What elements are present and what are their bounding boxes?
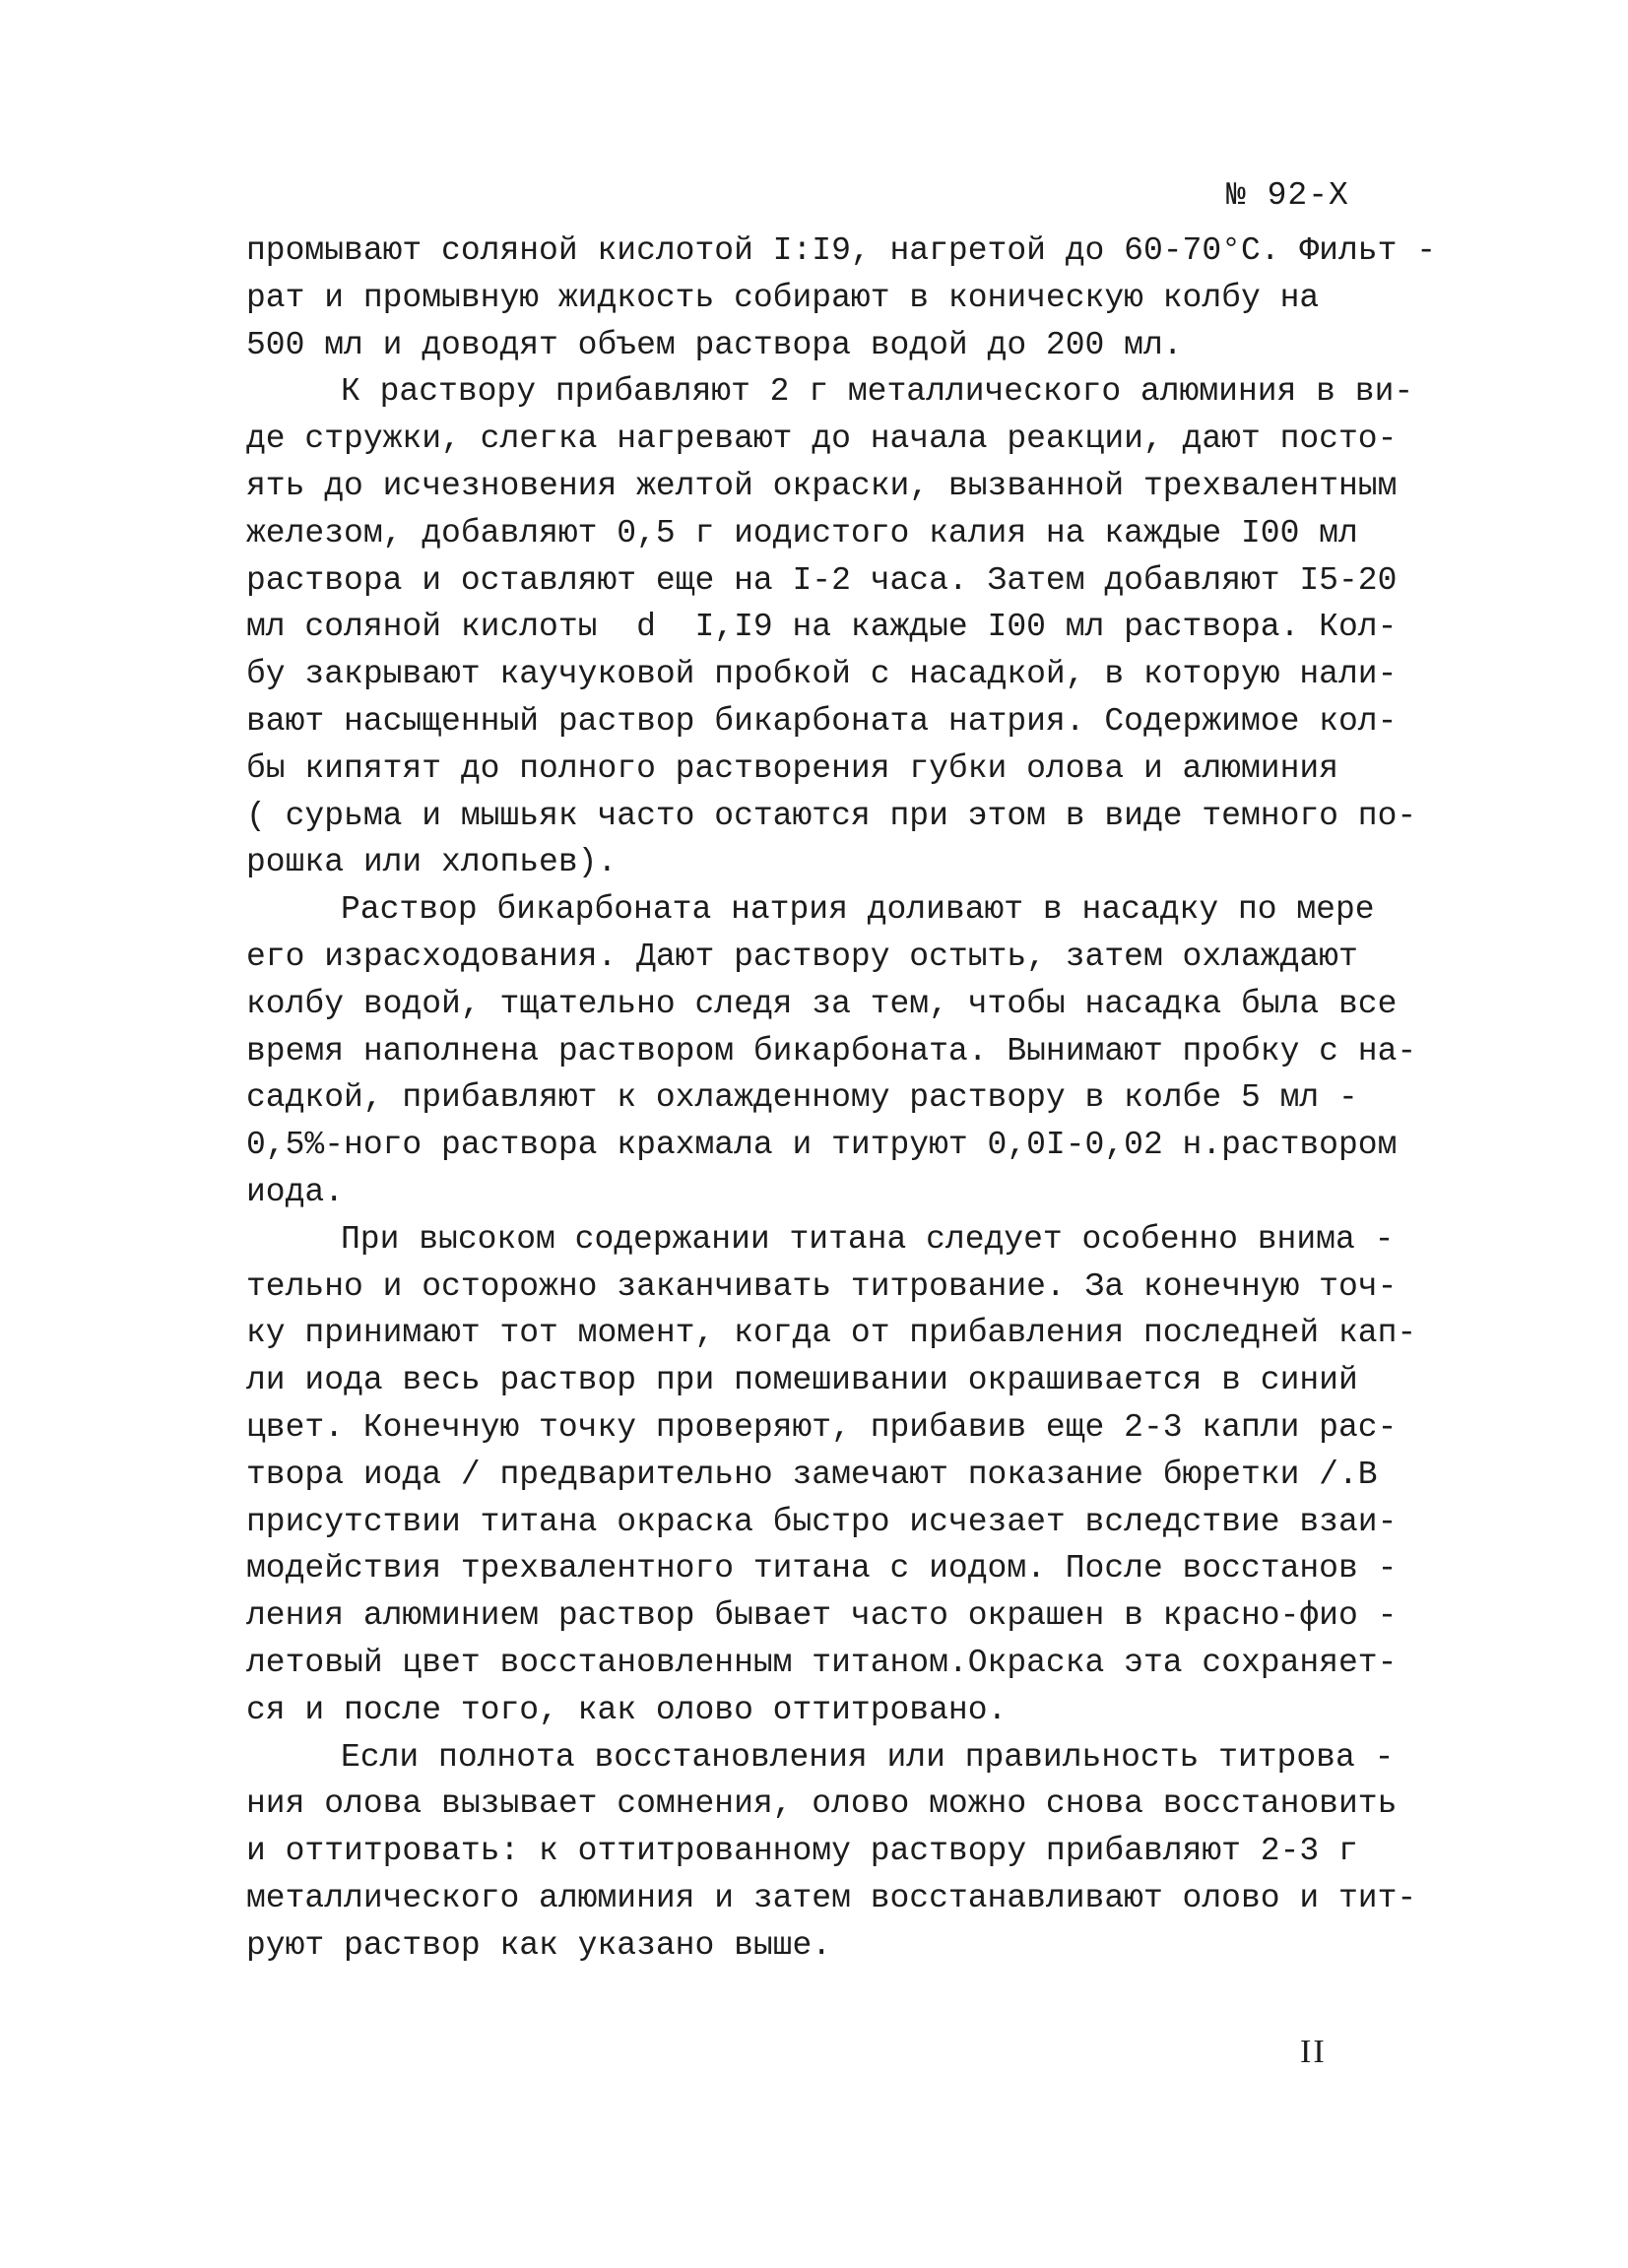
document-number: № 92-Х [1226,177,1349,214]
text-line: цвет. Конечную точку проверяют, прибавив еще 2-3 капли рас- [246,1408,1398,1446]
text-line: При высоком содержании титана следует особенно внима - [341,1220,1395,1258]
text-line: раствора и оставляют еще на I-2 часа. Затем добавляют I5-20 [246,561,1398,599]
text-line: Если полнота восстановления или правильность титрова - [341,1738,1395,1776]
page-number: II [1300,2034,1327,2070]
text-line: иода. [246,1173,345,1210]
text-line: бы кипятят до полного растворения губки олова и алюминия [246,749,1338,787]
text-line: К раствору прибавляют 2 г металлического алюминия в ви- [341,373,1414,411]
text-line: ния олова вызывает сомнения, олово можно снова восстановить [246,1785,1398,1823]
text-line: вают насыщенный раствор бикарбоната натрия. Содержимое кол- [246,702,1398,740]
text-line: ку принимают тот момент, когда от прибавления последней кап- [246,1315,1417,1352]
text-line: ся и после того, как олово оттитровано. [246,1691,1008,1728]
text-line: 0,5%-ного раствора крахмала и титруют 0,0I-0,02 н.раствором [246,1127,1398,1164]
text-line: присутствии титана окраска быстро исчезает вследствие взаи- [246,1503,1398,1540]
text-line: мл соляной кислоты d I,I9 на каждые I00 мл раствора. Кол- [246,609,1398,646]
text-line: бу закрывают каучуковой пробкой с насадкой, в которую нали- [246,656,1398,693]
text-line: его израсходования. Дают раствору остыть, затем охлаждают [246,938,1358,975]
text-line: Раствор бикарбоната натрия доливают в насадку по мере [341,891,1375,929]
text-line: ления алюминием раствор бывает часто окрашен в красно-фио - [246,1597,1398,1635]
text-line: и оттитровать: к оттитрованному раствору прибавляют 2-3 г [246,1833,1358,1870]
text-line: 500 мл и доводят объем раствора водой до 200 мл. [246,326,1183,363]
text-line: де стружки, слегка нагревают до начала реакции, дают посто- [246,421,1398,458]
text-line: рат и промывную жидкость собирают в коническую колбу на [246,279,1320,316]
text-line: ли иода весь раствор при помешивании окрашивается в синий [246,1362,1358,1399]
text-line: колбу водой, тщательно следя за тем, чтобы насадка была все [246,985,1398,1022]
text-line: ять до исчезновения желтой окраски, вызванной трехвалентным [246,467,1398,504]
text-line: руют раствор как указано выше. [246,1926,832,1964]
text-line: летовый цвет восстановленным титаном.Окраска эта сохраняет- [246,1644,1398,1681]
text-line: железом, добавляют 0,5 г иодистого калия на каждые I00 мл [246,514,1358,551]
text-line: промывают соляной кислотой I:I9, нагретой до 60-70°С. Фильт - [246,232,1436,269]
text-line: садкой, прибавляют к охлажденному раствору в колбе 5 мл - [246,1079,1358,1117]
text-line: модействия трехвалентного титана с иодом. После восстанов - [246,1550,1398,1588]
text-line: рошка или хлопьев). [246,844,618,881]
text-line: твора иода / предварительно замечают показание бюретки /.В [246,1456,1378,1493]
text-line: ( сурьма и мышьяк часто остаются при этом в виде темного по- [246,797,1417,834]
text-line: время наполнена раствором бикарбоната. Вынимают пробку с на- [246,1032,1417,1069]
text-line: металлического алюминия и затем восстанавливают олово и тит- [246,1879,1417,1916]
text-line: тельно и осторожно заканчивать титрование. За конечную точ- [246,1267,1398,1305]
body-text [246,227,1436,1969]
